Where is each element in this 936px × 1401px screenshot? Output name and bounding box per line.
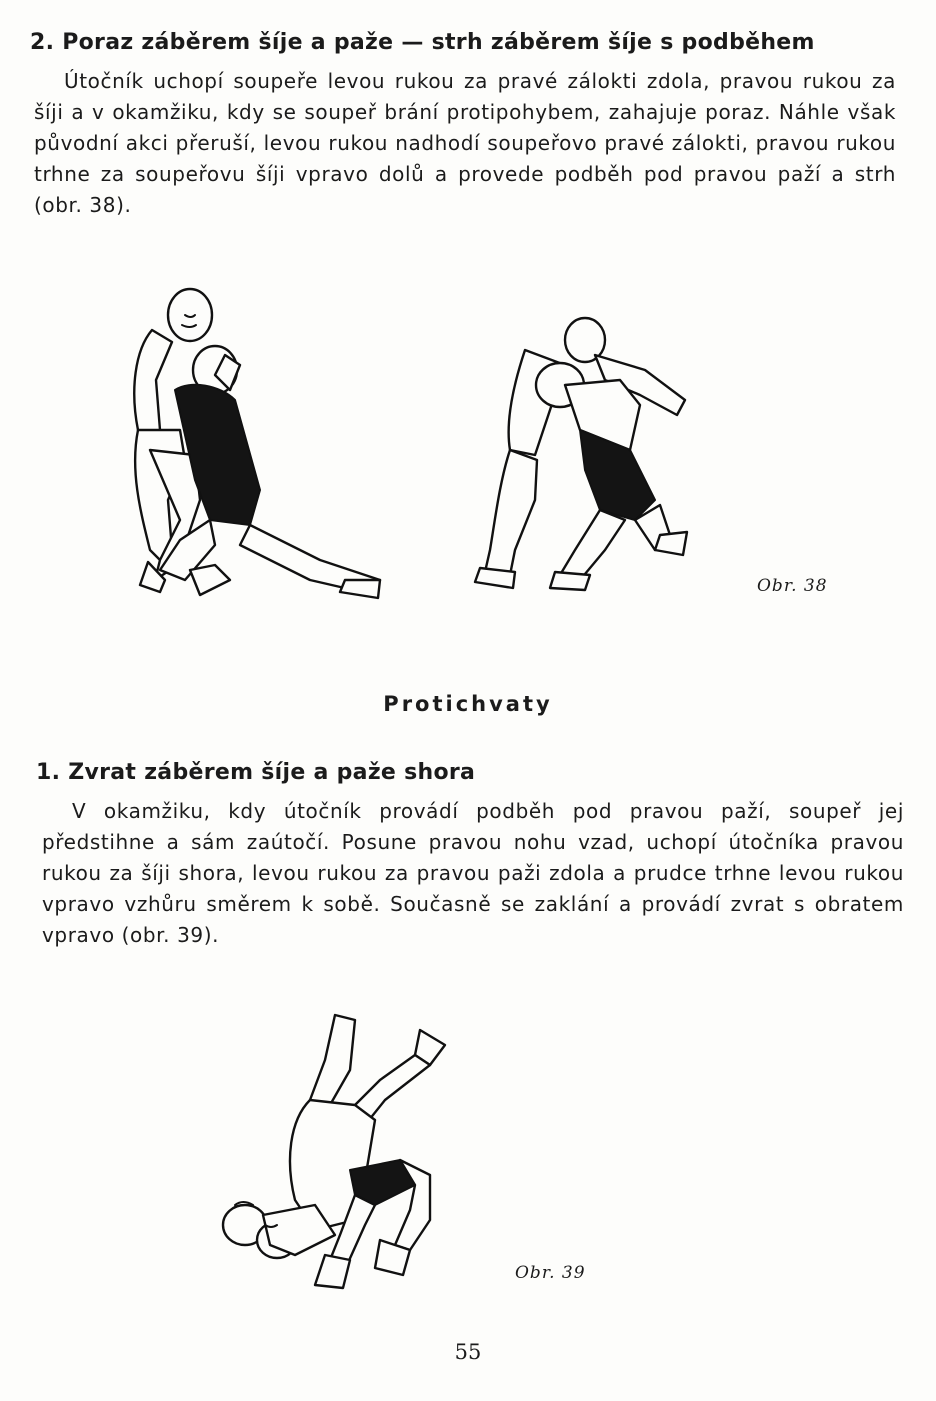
figure-39-caption: Obr. 39: [515, 1263, 586, 1283]
page-number: 55: [454, 1340, 482, 1364]
figure-38-right-illustration: [455, 310, 705, 600]
section-heading-poraz: 2. Poraz záběrem šíje a paže — strh záběrem šíje s podběhem: [30, 30, 815, 55]
paragraph-text: Útočník uchopí soupeře levou rukou za pravé zálokti zdola, pravou rukou za šíji a v okamžiku, kdy se soupeř brání protipohybem, zahajuje poraz. Náhle však původní akci přeruší, levou rukou nadhodí soupeřovo pravé zálokti, pravou rukou trhne za soupeřovu šíji vpravo dolů a provede podběh pod pravou paží a strh (obr. 38).: [34, 69, 896, 217]
section-paragraph-zvrat: [42, 796, 904, 951]
section-paragraph-poraz: [34, 66, 896, 221]
section-title-protichvaty: Protichvaty: [383, 692, 553, 716]
figure-38-caption: Obr. 38: [757, 576, 828, 596]
figure-38-left-illustration: [90, 280, 390, 610]
section-heading-zvrat: 1. Zvrat záběrem šíje a paže shora: [36, 760, 476, 785]
paragraph-text: V okamžiku, kdy útočník provádí podběh pod pravou paží, soupeř jej předstihne a sám zaútočí. Posune pravou nohu vzad, uchopí útočníka pravou rukou za šíji shora, levou rukou za pravou paži zdola a prudce trhne levou rukou vpravo vzhůru směrem k sobě. Současně se zaklání a provádí zvrat s obratem vpravo (obr. 39).: [42, 799, 904, 947]
figure-39-illustration: [215, 1010, 465, 1300]
